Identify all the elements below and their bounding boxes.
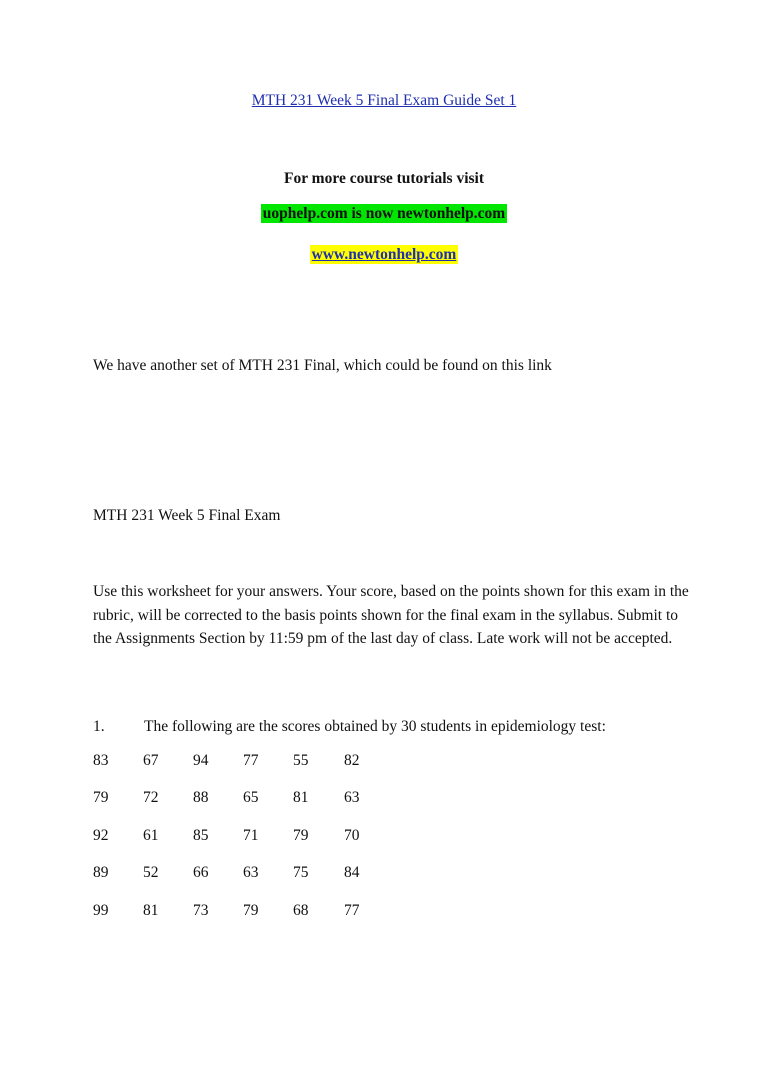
score-cell: 66 (193, 864, 209, 881)
score-cell: 84 (344, 864, 360, 881)
question-number: 1. (93, 718, 105, 735)
score-cell: 79 (293, 827, 309, 844)
score-cell: 65 (243, 789, 259, 806)
score-cell: 82 (344, 752, 360, 769)
score-cell: 79 (93, 789, 109, 806)
score-cell: 75 (293, 864, 309, 881)
score-cell: 81 (143, 902, 159, 919)
score-cell: 85 (193, 827, 209, 844)
score-cell: 99 (93, 902, 109, 919)
score-cell: 61 (143, 827, 159, 844)
score-cell: 94 (193, 752, 209, 769)
another-set-text: We have another set of MTH 231 Final, which could be found on this link (93, 357, 552, 374)
score-cell: 63 (243, 864, 259, 881)
score-cell: 63 (344, 789, 360, 806)
title-link[interactable]: MTH 231 Week 5 Final Exam Guide Set 1 (251, 92, 517, 109)
score-cell: 67 (143, 752, 159, 769)
green-highlight (0, 205, 768, 223)
score-cell: 88 (193, 789, 209, 806)
score-cell: 81 (293, 789, 309, 806)
question-text: The following are the scores obtained by 30 students in epidemiology test: (144, 718, 606, 735)
score-cell: 73 (193, 902, 209, 919)
yellow-highlight (0, 246, 768, 264)
score-cell: 55 (293, 752, 309, 769)
score-cell: 92 (93, 827, 109, 844)
scores-grid (93, 752, 413, 942)
newtonhelp-link[interactable]: www.newtonhelp.com (311, 246, 457, 263)
score-cell: 77 (243, 752, 259, 769)
score-cell: 79 (243, 902, 259, 919)
green-highlight-text: uophelp.com is now newtonhelp.com (262, 205, 506, 222)
document-title (0, 92, 768, 110)
instructions-paragraph: Use this worksheet for your answers. Your score, based on the points shown for this exam in the rubric, will be corrected to the basis points shown for the final exam in the syllabus. Submit to the Assignments Section by 11:59 pm of the last day of class. Late work will not be accepted. (93, 583, 689, 647)
score-cell: 83 (93, 752, 109, 769)
score-cell: 77 (344, 902, 360, 919)
score-cell: 70 (344, 827, 360, 844)
exam-title: MTH 231 Week 5 Final Exam (93, 507, 281, 524)
visit-text: For more course tutorials visit (283, 170, 485, 187)
score-cell: 89 (93, 864, 109, 881)
score-cell: 52 (143, 864, 159, 881)
score-cell: 71 (243, 827, 259, 844)
score-cell: 72 (143, 789, 159, 806)
score-cell: 68 (293, 902, 309, 919)
